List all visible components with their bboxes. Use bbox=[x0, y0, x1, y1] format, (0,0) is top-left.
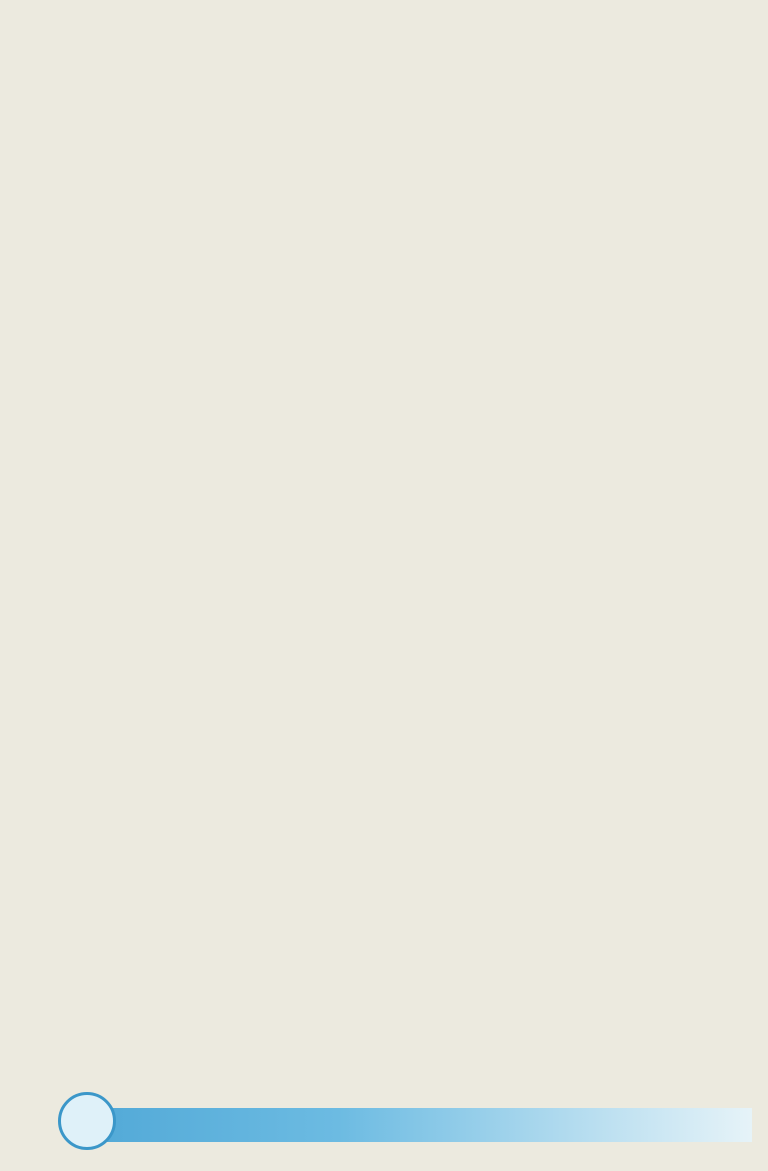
footer-bar bbox=[62, 1108, 752, 1142]
answer-page bbox=[80, 74, 716, 79]
page-number bbox=[58, 1092, 116, 1150]
